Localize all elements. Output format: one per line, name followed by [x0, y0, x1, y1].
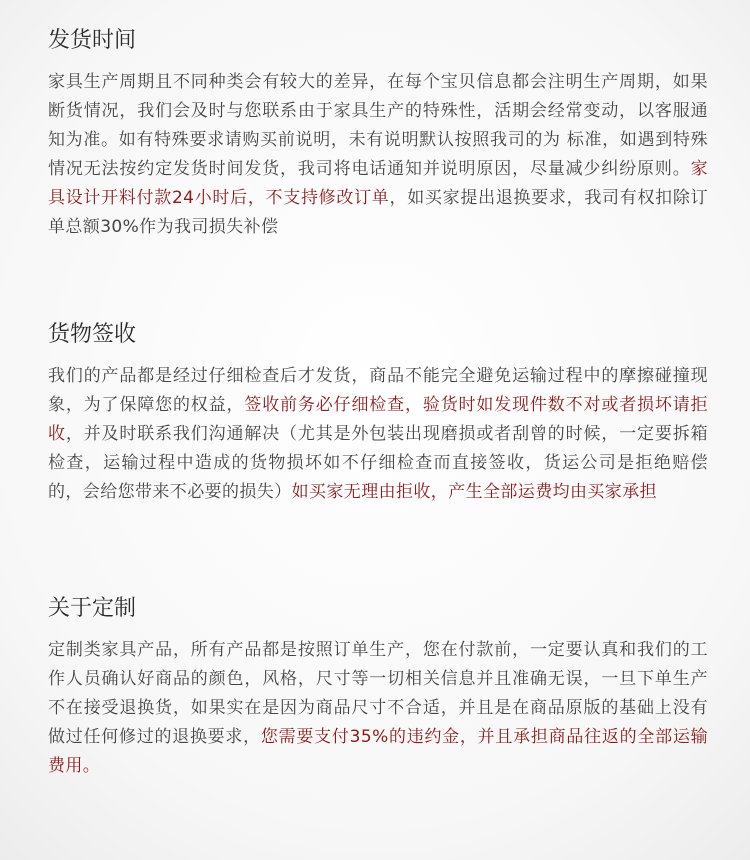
section-title: 关于定制: [48, 596, 137, 621]
section-customization: [48, 594, 708, 781]
section-body: [48, 636, 708, 781]
section-body: [48, 68, 708, 242]
body-text: 定制类家具产品，所有产品都是按照订单生产，您在付款前，一定要认真和我们的工作人员确认好商品的颜色，风格，尺寸等一切相关信息并且准确无误，一旦下单生产不在接受退换货，如果实在是因为商品尺寸不合适，并且是在商品原版的基础上没有做过任何修过的退换要求，: [48, 640, 708, 747]
highlighted-text: 您需要支付35%的违约金，并且承担商品往返的全部运输费用。: [48, 727, 708, 776]
section-shipping-time: [48, 26, 708, 242]
highlighted-text: 家具设计开料付款24小时后，不支持修改订单: [48, 159, 708, 208]
section-title: 发货时间: [48, 28, 137, 53]
section-body: [48, 362, 708, 507]
highlighted-text: 如买家无理由拒收，产生全部运费均由买家承担: [291, 482, 658, 502]
section-title: 货物签收: [48, 322, 137, 347]
body-text: ，并及时联系我们沟通解决（尤其是外包装出现磨损或者刮曾的时候，一定要拆箱检查，运输过程中造成的货物损坏如不仔细检查而直接签收，货运公司是拒绝赔偿的，会给您带来不必要的损失）: [48, 424, 708, 502]
section-goods-receipt: [48, 320, 708, 507]
body-text: 我们的产品都是经过仔细检查后才发货，商品不能完全避免运输过程中的摩擦碰撞现象，为了保障您的权益，: [48, 366, 708, 415]
body-text: ，如买家提出退换要求，我司有权扣除订单总额30%作为我司损失补偿: [48, 188, 708, 237]
body-text: 家具生产周期且不同种类会有较大的差异，在每个宝贝信息都会注明生产周期，如果断货情况，我们会及时与您联系由于家具生产的特殊性，活期会经常变动，以客服通知为准。如有特殊要求请购买前说明，未有说明默认按照我司的为 标准，如遇到特殊情况无法按约定发货时间发货，我司将电话通知并说明原因，尽量减少纠纷原则。: [48, 72, 708, 179]
highlighted-text: 签收前务必仔细检查，验货时如发现件数不对或者损坏请拒收: [48, 395, 708, 444]
